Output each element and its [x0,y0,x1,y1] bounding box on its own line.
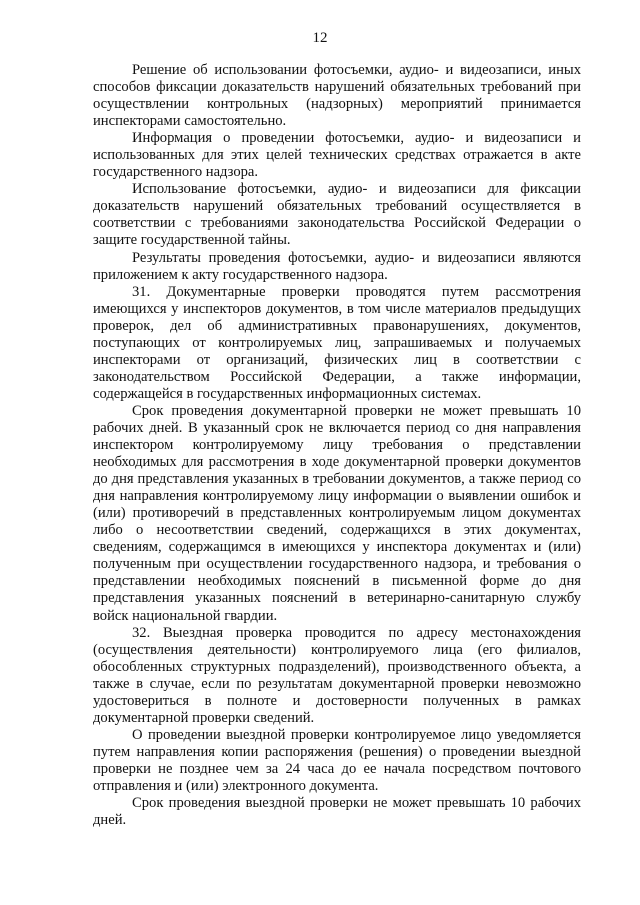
paragraph-notification: О проведении выездной проверки контролируемое лицо уведомляется путем направления копии распоряжения (решения) о проведении выездной проверки не позднее чем за 24 часа до ее начала посредством почтового отправления и (или) электронного документа. [93,726,581,794]
paragraph-onsite-term: Срок проведения выездной проверки не может превышать 10 рабочих дней. [93,795,581,829]
paragraph-photo-info: Информация о проведении фотосъемки, аудио- и видеозаписи и использованных для этих целей технических средствах отражается в акте государственного надзора. [93,130,581,181]
paragraph-documentary-term: Срок проведения документарной проверки не может превышать 10 рабочих дней. В указанный срок не включается период со дня направления инспектором контролируемому лицу требования о представлении необходимых для рассмотрения в ходе документарной проверки документов до дня представления указанных в требовании документов, а также период со дня направления контролируемому лицу информации о выявлении ошибок и (или) противоречий в представленных контролируемым лицом документах либо о несоответствии сведений, содержащихся в этих документах, сведениям, содержащимся в имеющихся у инспектора документах и (или) полученным при осуществлении государственного надзора, и требования о представлении необходимых пояснений в письменной форме до дня представления указанных пояснений в ветеринарно-санитарную службу войск национальной гвардии. [93,402,581,624]
paragraph-photo-decision: Решение об использовании фотосъемки, аудио- и видеозаписи, иных способов фиксации доказательств нарушений обязательных требований при осуществлении контрольных (надзорных) мероприятий принимается инспекторами самостоятельно. [93,62,581,130]
paragraph-results-appendix: Результаты проведения фотосъемки, аудио- и видеозаписи являются приложением к акту государственного надзора. [93,249,581,283]
page-number: 12 [312,30,328,46]
paragraph-state-secret: Использование фотосъемки, аудио- и видеозаписи для фиксации доказательств нарушений обязательных требований осуществляется в соответствии с требованиями законодательства Российской Федерации о защите государственной тайны. [93,181,581,249]
document-body [93,62,581,829]
paragraph-item-32: 32. Выездная проверка проводится по адресу местонахождения (осуществления деятельности) контролируемого лица (его филиалов, обособленных структурных подразделений), производственного объекта, а также в случае, если по результатам документарной проверки невозможно удостовериться в полноте и достоверности полученных в рамках документарной проверки сведений. [93,624,581,726]
paragraph-item-31: 31. Документарные проверки проводятся путем рассмотрения имеющихся у инспекторов документов, в том числе материалов предыдущих проверок, дел об административных правонарушениях, документов, поступающих от контролируемых лиц, запрашиваемых и получаемых инспекторами от организаций, физических лиц в соответствии с законодательством Российской Федерации, а также информации, содержащейся в государственных информационных системах. [93,283,581,402]
